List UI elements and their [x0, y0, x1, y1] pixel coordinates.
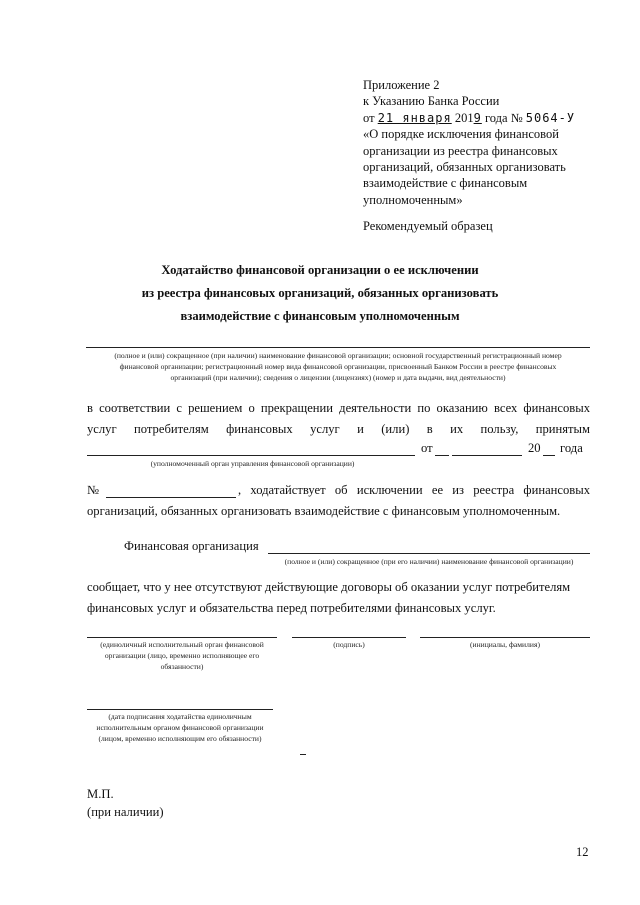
stamp-block	[87, 785, 164, 821]
fin-org-note: (полное и (или) сокращенное (при его наличии) наименование финансовой организации)	[284, 557, 574, 566]
initials-field-line[interactable]	[420, 637, 590, 638]
appendix-line8: уполномоченным»	[363, 192, 463, 207]
month-field-line[interactable]	[452, 455, 522, 456]
para3-line2: финансовых услуг и обязательства перед потребителями финансовых услуг.	[87, 601, 496, 615]
org-name-field-line[interactable]	[86, 347, 590, 348]
executive-note: (единоличный исполнительный орган финансовой организации (лицо, временно исполняющее его обязанности)	[100, 640, 264, 671]
initials-note: (инициалы, фамилия)	[469, 640, 540, 649]
appendix-line7: взаимодействие с финансовым	[363, 176, 528, 191]
appendix-header	[363, 77, 625, 208]
org-name-note	[80, 350, 596, 383]
decision-number-field-line[interactable]	[106, 497, 236, 498]
para1-line1: в соответствии с решением о прекращении деятельности по оказанию всех финансовых	[87, 401, 590, 415]
title-line1: Ходатайство финансовой организации о ее исключении	[161, 263, 479, 277]
page-number: 12	[576, 845, 589, 859]
document-title	[60, 259, 580, 328]
appendix-year-suffix: года №	[481, 110, 523, 125]
para2-line2: организаций, обязанных организовать взаимодействие с финансовым уполномоченным.	[87, 504, 561, 518]
signature-field-line[interactable]	[292, 637, 406, 638]
appendix-order-number: 5064-У	[525, 110, 576, 125]
appendix-year-prefix: 201	[454, 110, 474, 125]
para1-line2: услуг потребителям финансовых услуг и (или) в их пользу, принятым	[87, 422, 590, 436]
title-line2: из реестра финансовых организаций, обязанных организовать	[141, 286, 499, 300]
appendix-date-prefix: от	[363, 110, 375, 125]
para2-line1-rest: , ходатайствует об исключении ее из реестра финансовых	[238, 483, 590, 497]
appendix-line5: организации из реестра финансовых	[363, 143, 558, 158]
appendix-number: Приложение 2	[363, 78, 440, 92]
signing-date-field-line[interactable]	[87, 709, 273, 710]
small-dash-mark	[300, 754, 306, 755]
number-sign: №	[87, 483, 100, 497]
day-field-line[interactable]	[435, 455, 449, 456]
authority-field-line[interactable]	[87, 455, 415, 456]
executive-field-line[interactable]	[87, 637, 277, 638]
year-prefix: 20	[528, 441, 541, 455]
signing-date-note: (дата подписания ходатайства единоличным исполнительным органом финансовой организации (лицом, временно исполняющим его обязанности)	[96, 712, 264, 743]
org-note-line3: организаций (при наличии); сведения о лицензии (лицензиях) (номер и дата выдачи, вид деятельности)	[170, 373, 506, 382]
year-suffix: года	[560, 441, 583, 455]
title-line3: взаимодействие с финансовым уполномоченным	[180, 309, 460, 323]
org-note-line1: (полное и (или) сокращенное (при наличии) наименование финансовой организации; основной государственный регистрационный номер	[114, 351, 562, 360]
signature-note: (подпись)	[333, 640, 365, 649]
stamp-label: М.П.	[87, 787, 114, 801]
appendix-date-line	[363, 110, 625, 126]
appendix-reference: к Указанию Банка России	[363, 94, 500, 109]
org-note-line2: финансовой организации; регистрационный номер вида финансовой организации, присвоенный Банком России в реестре финансовых	[119, 362, 557, 371]
from-label: от	[421, 441, 433, 455]
year-field-line[interactable]	[543, 455, 555, 456]
appendix-line4: «О порядке исключения финансовой	[363, 127, 559, 142]
appendix-date-handwritten: 21 января	[377, 110, 452, 125]
fin-org-field-line[interactable]	[268, 553, 590, 554]
appendix-line6: организаций, обязанных организовать	[363, 160, 566, 175]
fin-org-label: Финансовая организация	[124, 539, 259, 553]
appendix-year-digit: 9	[473, 110, 482, 125]
authority-note: (уполномоченный орган управления финансовой организации)	[150, 459, 355, 468]
para3-line1: сообщает, что у нее отсутствуют действующие договоры об оказании услуг потребителям	[87, 580, 571, 594]
stamp-note: (при наличии)	[87, 805, 164, 819]
sample-label: Рекомендуемый образец	[363, 219, 493, 233]
